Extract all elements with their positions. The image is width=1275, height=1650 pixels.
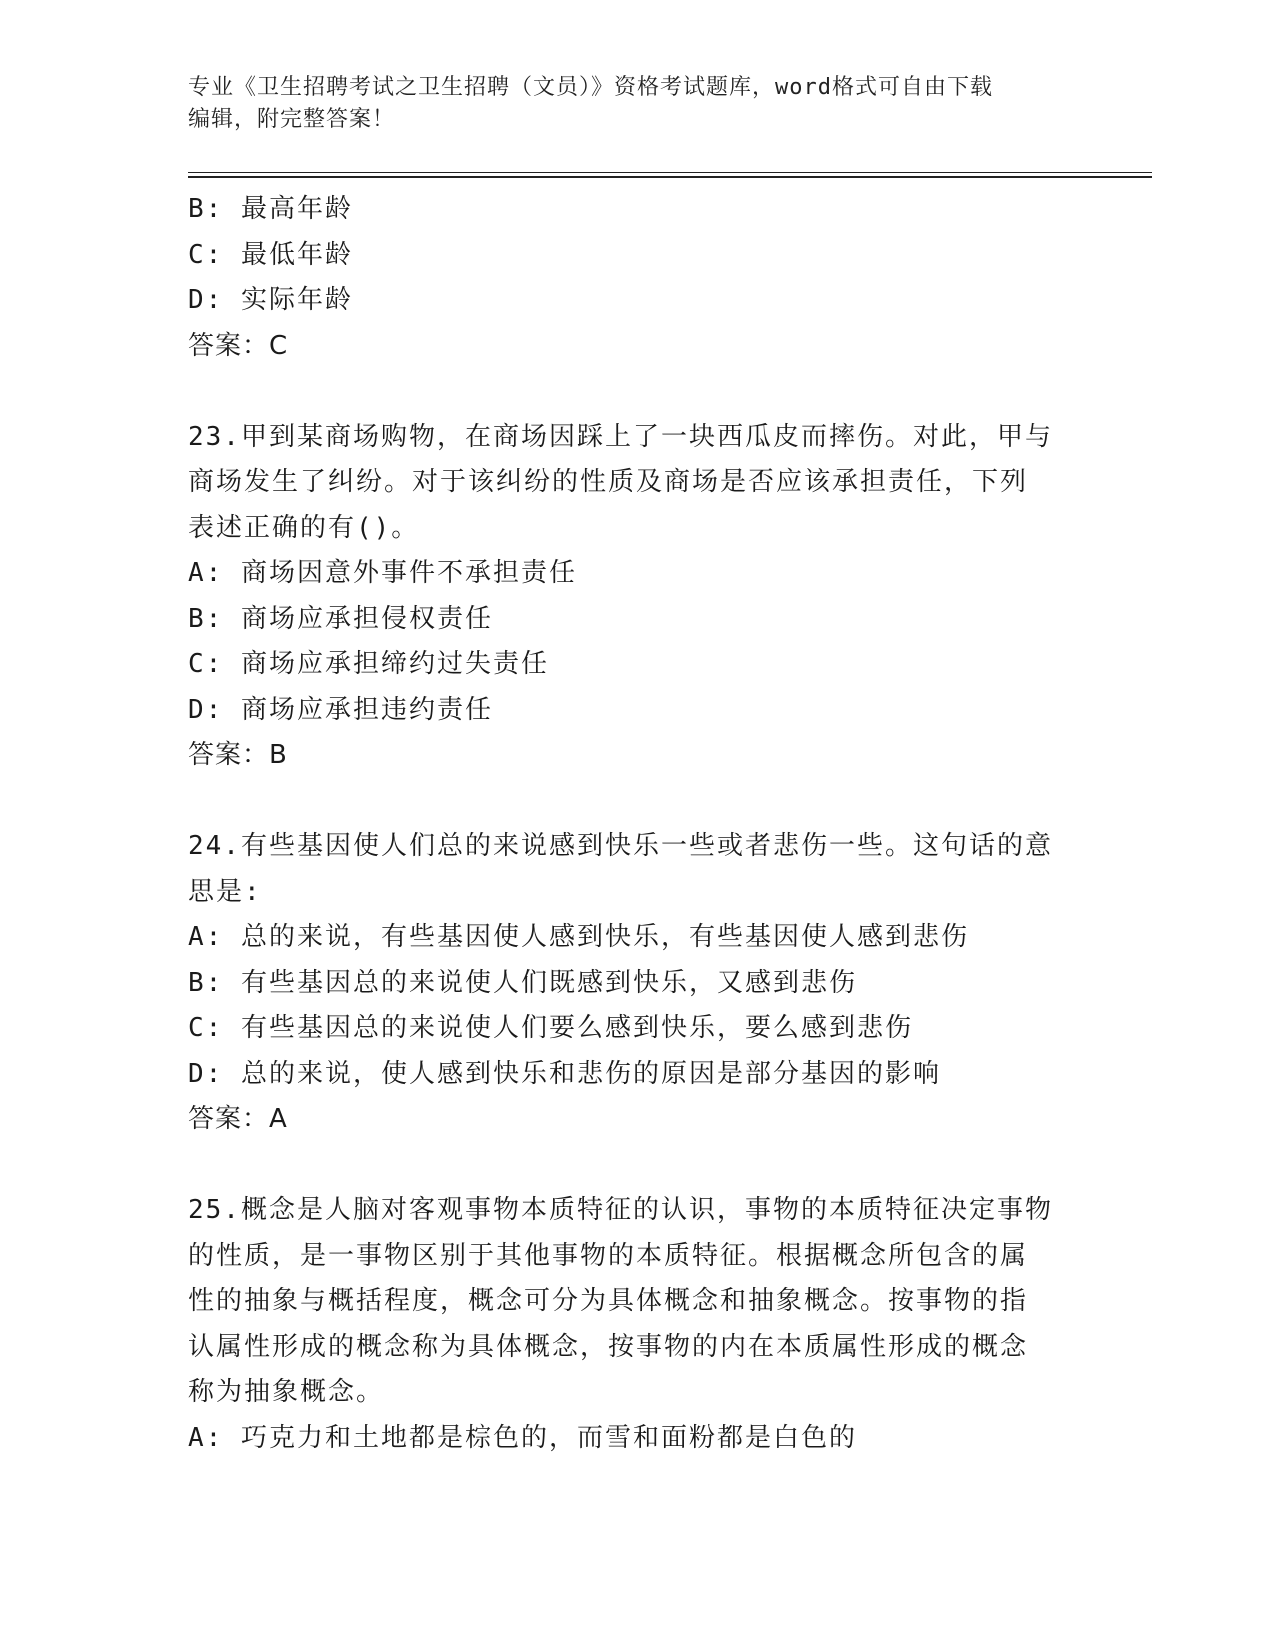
spacer <box>188 1143 1088 1189</box>
header-divider-bottom <box>188 176 1152 178</box>
option-d: D: 总的来说，使人感到快乐和悲伤的原因是部分基因的影响 <box>188 1058 941 1089</box>
option-c: C: 有些基因总的来说使人们要么感到快乐，要么感到悲伤 <box>188 1013 913 1043</box>
option-a: A: 商场因意外事件不承担责任 <box>188 558 577 588</box>
question-stem-line: 思是: <box>188 876 262 907</box>
question-stem-line: 称为抽象概念。 <box>188 1377 385 1407</box>
question-25 <box>188 1188 1088 1461</box>
header-line-2: 编辑，附完整答案！ <box>188 107 396 132</box>
question-stem-line: 表述正确的有()。 <box>188 512 420 543</box>
answer: 答案：B <box>188 740 288 770</box>
question-24 <box>188 824 1088 1143</box>
option-a: A: 总的来说，有些基因使人感到快乐，有些基因使人感到悲伤 <box>188 922 969 952</box>
option-b: B: 有些基因总的来说使人们既感到快乐，又感到悲伤 <box>188 967 857 998</box>
option-c: C: 商场应承担缔约过失责任 <box>188 649 549 679</box>
option-d: D: 商场应承担违约责任 <box>188 694 493 725</box>
spacer <box>188 779 1088 825</box>
header-divider-top <box>188 172 1152 173</box>
question-23 <box>188 415 1088 779</box>
option-b: B: 商场应承担侵权责任 <box>188 603 493 634</box>
spacer <box>188 369 1088 415</box>
question-stem-line: 商场发生了纠纷。对于该纠纷的性质及商场是否应该承担责任，下列 <box>188 467 1029 497</box>
question-stem-line: 认属性形成的概念称为具体概念，按事物的内在本质属性形成的概念 <box>188 1331 1029 1362</box>
answer: 答案：A <box>188 1104 288 1134</box>
question-content <box>188 187 1088 1461</box>
question-stem-line: 23.甲到某商场购物，在商场因踩上了一块西瓜皮而摔伤。对此，甲与 <box>188 421 1053 452</box>
document-header <box>188 72 1088 136</box>
question-stem-line: 25.概念是人脑对客观事物本质特征的认识，事物的本质特征决定事物 <box>188 1195 1053 1225</box>
option-a: A: 巧克力和土地都是棕色的，而雪和面粉都是白色的 <box>188 1422 857 1453</box>
question-stem-line: 的性质，是一事物区别于其他事物的本质特征。根据概念所包含的属 <box>188 1240 1029 1271</box>
answer: 答案：C <box>188 330 289 361</box>
option-d: D: 实际年龄 <box>188 285 353 315</box>
question-stem-line: 性的抽象与概括程度，概念可分为具体概念和抽象概念。按事物的指 <box>188 1286 1029 1316</box>
option-c: C: 最低年龄 <box>188 239 353 270</box>
question-stem-line: 24.有些基因使人们总的来说感到快乐一些或者悲伤一些。这句话的意 <box>188 831 1053 861</box>
option-b: B: 最高年龄 <box>188 194 353 224</box>
header-line-1: 专业《卫生招聘考试之卫生招聘（文员）》资格考试题库，word格式可自由下载 <box>188 75 993 100</box>
question-22 <box>188 187 1088 369</box>
